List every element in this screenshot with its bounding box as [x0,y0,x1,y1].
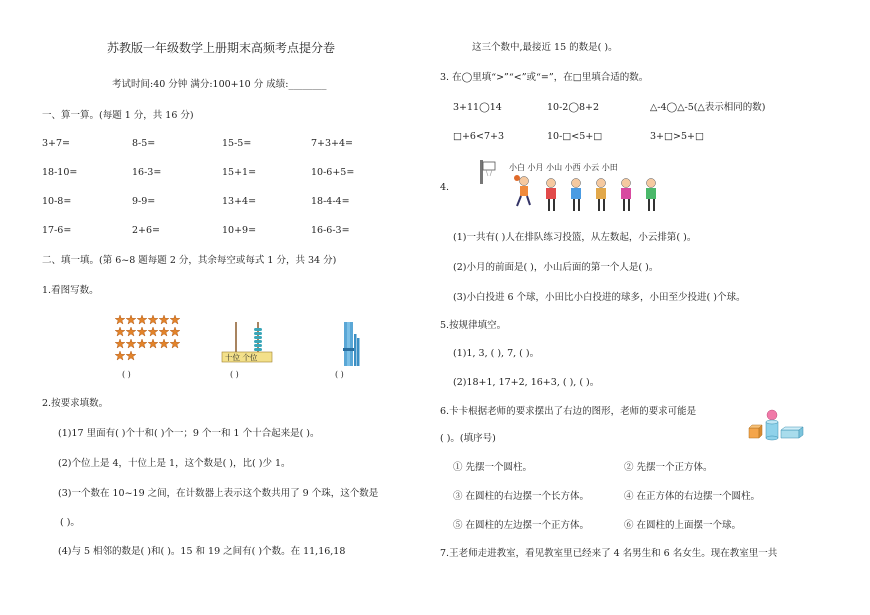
compare-item: 3+11◯14 [453,102,502,113]
calc-item: 7+3+4= [311,138,354,149]
basketball-hoop-icon [480,160,500,184]
student-names: 小白 小月 小山 小西 小云 小田 [509,163,618,172]
compare-item: △-4◯△-5(△表示相同的数) [650,102,766,113]
answer-blank: ( ) [122,370,131,379]
q4-label: 4. [440,182,450,193]
stick-bundle-image [342,322,362,368]
compare-item: 3+□>5+□ [650,131,704,142]
q4-item: (3)小白投进 6 个球，小田比小白投进的球多，小田至少投进( )个球。 [453,292,746,303]
q2-item: ( )。 [60,517,80,528]
q5-label: 5.按规律填空。 [440,320,507,331]
q2-item: (3)一个数在 10~19 之间，在计数器上表示这个数共用了 9 个珠，这个数是 [58,488,379,499]
q6-option: ④ 在正方体的右边摆一个圆柱。 [624,491,761,502]
calc-item: 16-3= [132,167,162,178]
q6-option: ③ 在圆柱的右边摆一个长方体。 [453,491,590,502]
calc-item: 15+1= [222,167,257,178]
q4-item: (2)小月的前面是( )，小山后面的第一个人是( )。 [453,262,659,273]
q4-item: (1)一共有( )人在排队练习投篮，从左数起，小云排第( )。 [453,232,697,243]
calc-item: 2+6= [132,225,161,236]
q6-label-continued: ( )。(填序号) [440,433,496,444]
q6-label: 6.卡卡根据老师的要求摆出了右边的图形，老师的要求可能是 [440,406,697,417]
q1-label: 1.看图写数。 [42,285,99,296]
calc-item: 10-8= [42,196,72,207]
q7-label: 7.王老师走进教室，看见教室里已经来了 4 名男生和 6 名女生。现在教室里一共 [440,548,778,559]
continuation-text: 这三个数中,最接近 15 的数是( )。 [472,42,618,53]
compare-item: 10-2◯8+2 [547,102,600,113]
calc-item: 18-4-4= [311,196,350,207]
calc-item: 9-9= [132,196,156,207]
q2-label: 2.按要求填数。 [42,398,109,409]
calc-item: 10-6+5= [311,167,355,178]
compare-item: □+6<7+3 [453,131,504,142]
q5-item: (1)1, 3, ( ), 7, ( )。 [453,348,540,359]
shapes-arrangement-image [747,410,807,444]
calc-item: 3+7= [42,138,71,149]
calc-item: 10+9= [222,225,257,236]
section1-heading: 一、算一算。(每题 1 分，共 16 分) [42,110,194,121]
q3-label: 3. 在◯里填“>”“<”或“=”，在□里填合适的数。 [440,72,649,83]
q6-option: ② 先摆一个正方体。 [624,462,713,473]
q6-option: ⑤ 在圆柱的左边摆一个正方体。 [453,520,590,531]
q6-option: ① 先摆一个圆柱。 [453,462,533,473]
q2-item: (4)与 5 相邻的数是( )和( )。15 和 19 之间有( )个数。在 11,16,18 [58,546,346,557]
page-title: 苏教版一年级数学上册期末高频考点提分卷 [107,41,336,55]
calc-item: 8-5= [132,138,156,149]
q2-item: (2)个位上是 4，十位上是 1，这个数是( )，比( )少 1。 [58,458,291,469]
q5-item: (2)18+1, 17+2, 16+3, ( ), ( )。 [453,377,600,388]
exam-info: 考试时间:40 分钟 满分:100+10 分 成绩:________ [112,79,327,90]
students-line-image [508,174,668,216]
star-cluster-image [115,315,185,369]
compare-item: 10-□<5+□ [547,131,603,142]
answer-blank: ( ) [230,370,239,379]
section2-heading: 二、填一填。(第 6~8 题每题 2 分，其余每空或每式 1 分，共 34 分) [42,255,337,266]
calc-item: 16-6-3= [311,225,350,236]
calc-item: 13+4= [222,196,257,207]
answer-blank: ( ) [335,370,344,379]
abacus-label: 十位 个位 [225,353,258,362]
q6-option: ⑥ 在圆柱的上面摆一个球。 [624,520,742,531]
calc-item: 17-6= [42,225,72,236]
calc-item: 18-10= [42,167,78,178]
q2-item: (1)17 里面有( )个十和( )个一；9 个一和 1 个十合起来是( )。 [58,428,320,439]
calc-item: 15-5= [222,138,252,149]
